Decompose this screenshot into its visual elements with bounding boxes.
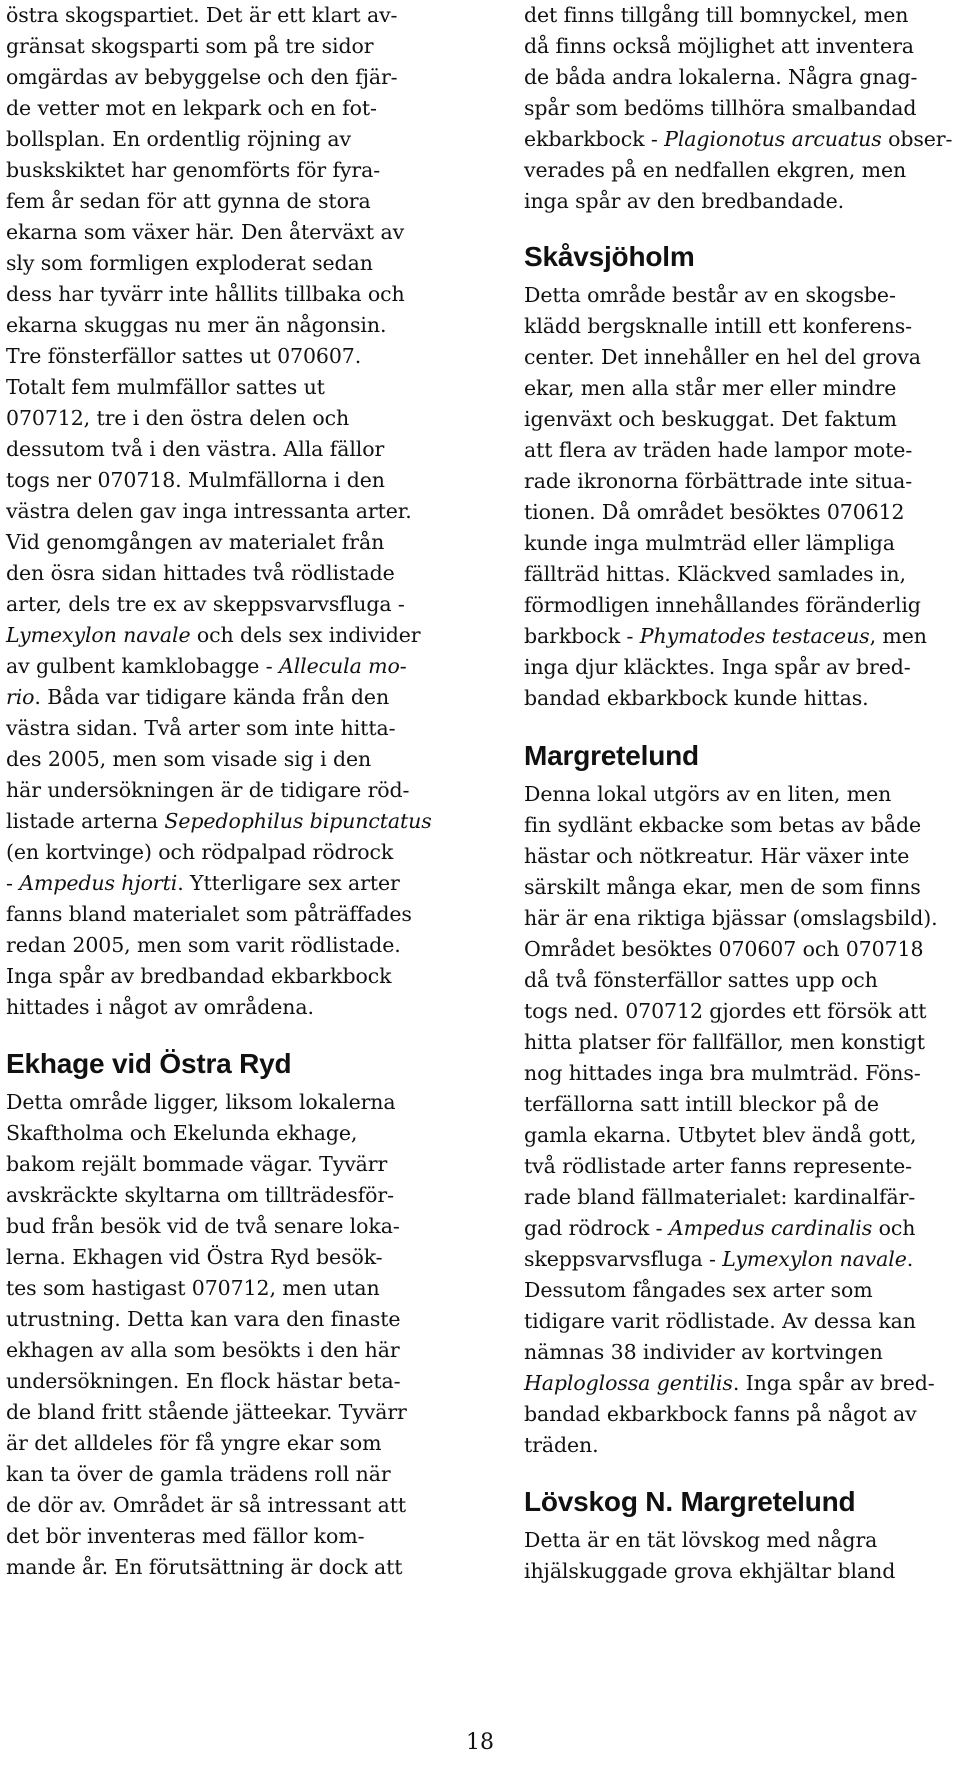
text-line: ekhagen av alla som besökts i den här bbox=[6, 1338, 400, 1362]
section-heading-margretelund: Margretelund bbox=[524, 740, 699, 771]
section-heading-ekhage: Ekhage vid Östra Ryd bbox=[6, 1048, 292, 1079]
text-line: de dör av. Området är så intressant att bbox=[6, 1493, 406, 1517]
paragraph-lovskog bbox=[524, 1525, 952, 1587]
text-line: center. Det innehåller en hel del grova bbox=[524, 345, 921, 369]
text-line: den ösra sidan hittades två rödlistade bbox=[6, 561, 395, 585]
text-line: Totalt fem mulmfällor sattes ut bbox=[6, 375, 325, 399]
text-line: utrustning. Detta kan vara den finaste bbox=[6, 1307, 401, 1331]
text-line: hitta platser för fallfällor, men konstigt bbox=[524, 1030, 925, 1054]
species-name: Lymexylon navale bbox=[722, 1247, 907, 1271]
text-line: de båda andra lokalerna. Några gnag- bbox=[524, 65, 918, 89]
text-fragment: . Ytterligare sex arter bbox=[177, 871, 400, 895]
text-line: hittades i något av områdena. bbox=[6, 995, 314, 1019]
text-line: buskskiktet har genomförts för fyra- bbox=[6, 158, 381, 182]
text-line: dessutom två i den västra. Alla fällor bbox=[6, 437, 385, 461]
text-fragment: gad rödrock - bbox=[524, 1216, 669, 1240]
species-name: Plagionotus arcuatus bbox=[664, 127, 882, 151]
text-line: inga djur kläcktes. Inga spår av bred- bbox=[524, 655, 911, 679]
text-line: tionen. Då området besöktes 070612 bbox=[524, 500, 905, 524]
text-fragment: . bbox=[906, 1247, 914, 1271]
text-line: västra sidan. Två arter som inte hitta- bbox=[6, 716, 396, 740]
text-line: Skaftholma och Ekelunda ekhage, bbox=[6, 1121, 358, 1145]
text-line: nämnas 38 individer av kortvingen bbox=[524, 1340, 883, 1364]
text-line: dess har tyvärr inte hållits tillbaka och bbox=[6, 282, 405, 306]
text-line: sly som formligen exploderat sedan bbox=[6, 251, 373, 275]
text-line: fem år sedan för att gynna de stora bbox=[6, 189, 371, 213]
text-fragment: . Inga spår av bred- bbox=[732, 1371, 935, 1395]
text-line bbox=[524, 621, 952, 652]
page-number: 18 bbox=[466, 1730, 494, 1755]
text-line: två rödlistade arter fanns represente- bbox=[524, 1154, 912, 1178]
text-line: kunde inga mulmträd eller lämpliga bbox=[524, 531, 895, 555]
text-line: västra delen gav inga intressanta arter. bbox=[6, 499, 412, 523]
text-line bbox=[6, 806, 436, 837]
text-line: Området besöktes 070607 och 070718 bbox=[524, 937, 924, 961]
text-line: då två fönsterfällor sattes upp och bbox=[524, 968, 878, 992]
text-line: Tre fönsterfällor sattes ut 070607. bbox=[6, 344, 362, 368]
text-line: togs ner 070718. Mulmfällorna i den bbox=[6, 468, 385, 492]
text-line: omgärdas av bebyggelse och den fjär- bbox=[6, 65, 398, 89]
left-column bbox=[6, 0, 436, 1583]
text-line: då finns också möjlighet att inventera bbox=[524, 34, 914, 58]
text-fragment: skeppsvarvsfluga - bbox=[524, 1247, 723, 1271]
text-line: ekarna skuggas nu mer än någonsin. bbox=[6, 313, 387, 337]
text-line: bandad ekbarkbock kunde hittas. bbox=[524, 686, 869, 710]
text-line: lerna. Ekhagen vid Östra Ryd besök- bbox=[6, 1245, 383, 1269]
text-fragment: - bbox=[6, 871, 20, 895]
text-line: hästar och nötkreatur. Här växer inte bbox=[524, 844, 910, 868]
text-line: spår som bedöms tillhöra smalbandad bbox=[524, 96, 917, 120]
text-line: bollsplan. En ordentlig röjning av bbox=[6, 127, 352, 151]
text-line bbox=[524, 1213, 952, 1244]
text-line: Detta är en tät lövskog med några bbox=[524, 1528, 878, 1552]
text-line: (en kortvinge) och rödpalpad rödrock bbox=[6, 840, 394, 864]
species-name: Lymexylon navale bbox=[6, 623, 191, 647]
section-heading-skavsjoholm: Skåvsjöholm bbox=[524, 241, 695, 272]
paragraph-margretelund bbox=[524, 779, 952, 1461]
text-fragment: , men bbox=[869, 624, 927, 648]
text-line: de vetter mot en lekpark och en fot- bbox=[6, 96, 377, 120]
paragraph-bomnyckel bbox=[524, 0, 952, 217]
text-fragment: obser- bbox=[881, 127, 953, 151]
text-line: Detta område ligger, liksom lokalerna bbox=[6, 1090, 396, 1114]
text-line: nog hittades inga bra mulmträd. Föns- bbox=[524, 1061, 921, 1085]
text-line: tes som hastigast 070712, men utan bbox=[6, 1276, 380, 1300]
paragraph-ekhage bbox=[6, 1087, 436, 1583]
text-line: rade ikronorna förbättrade inte situa- bbox=[524, 469, 913, 493]
text-line: ekarna som växer här. Den återväxt av bbox=[6, 220, 405, 244]
text-line bbox=[6, 682, 436, 713]
species-name: Haploglossa gentilis bbox=[524, 1371, 733, 1395]
text-line: gränsat skogsparti som på tre sidor bbox=[6, 34, 374, 58]
text-line: bakom rejält bommade vägar. Tyvärr bbox=[6, 1152, 388, 1176]
text-line: Inga spår av bredbandad ekbarkbock bbox=[6, 964, 392, 988]
text-line: bud från besök vid de två senare loka- bbox=[6, 1214, 400, 1238]
text-line: ihjälskuggade grova ekhjältar bland bbox=[524, 1559, 896, 1583]
text-line: det finns tillgång till bomnyckel, men bbox=[524, 3, 909, 27]
text-line: Dessutom fångades sex arter som bbox=[524, 1278, 873, 1302]
text-line: klädd bergsknalle intill ett konferens- bbox=[524, 314, 912, 338]
text-fragment: listade arterna bbox=[6, 809, 165, 833]
paragraph-ostra-skogspartiet bbox=[6, 0, 436, 1023]
text-line: bandad ekbarkbock fanns på något av bbox=[524, 1402, 917, 1426]
text-line: kan ta över de gamla trädens roll när bbox=[6, 1462, 391, 1486]
text-line: är det alldeles för få yngre ekar som bbox=[6, 1431, 382, 1455]
text-fragment: barkbock - bbox=[524, 624, 640, 648]
text-line bbox=[6, 620, 436, 651]
text-line: förmodligen innehållandes föränderlig bbox=[524, 593, 921, 617]
species-name: Phymatodes testaceus bbox=[639, 624, 870, 648]
text-line: Detta område består av en skogsbe- bbox=[524, 283, 896, 307]
text-line: Vid genomgången av materialet från bbox=[6, 530, 385, 554]
text-fragment: och bbox=[872, 1216, 916, 1240]
text-fragment: . Båda var tidigare kända från den bbox=[34, 685, 390, 709]
text-line bbox=[524, 124, 952, 155]
text-line: avskräckte skyltarna om tillträdesför- bbox=[6, 1183, 394, 1207]
text-line: östra skogspartiet. Det är ett klart av- bbox=[6, 3, 398, 27]
text-line bbox=[6, 868, 436, 899]
text-line: terfällorna satt intill bleckor på de bbox=[524, 1092, 879, 1116]
species-name: Ampedus hjorti bbox=[19, 871, 178, 895]
text-line: träden. bbox=[524, 1433, 599, 1457]
text-line: arter, dels tre ex av skeppsvarvsfluga - bbox=[6, 592, 405, 616]
text-line bbox=[524, 1244, 952, 1275]
text-line: tidigare varit rödlistade. Av dessa kan bbox=[524, 1309, 916, 1333]
text-line bbox=[6, 651, 436, 682]
text-line: redan 2005, men som varit rödlistade. bbox=[6, 933, 401, 957]
text-line: undersökningen. En flock hästar beta- bbox=[6, 1369, 401, 1393]
text-line: ekar, men alla står mer eller mindre bbox=[524, 376, 897, 400]
text-line: det bör inventeras med fällor kom- bbox=[6, 1524, 365, 1548]
text-line: des 2005, men som visade sig i den bbox=[6, 747, 372, 771]
text-line: inga spår av den bredbandade. bbox=[524, 189, 845, 213]
text-line: gamla ekarna. Utbytet blev ändå gott, bbox=[524, 1123, 917, 1147]
text-line: särskilt många ekar, men de som finns bbox=[524, 875, 921, 899]
text-fragment: av gulbent kamklobagge - bbox=[6, 654, 279, 678]
text-line: togs ned. 070712 gjordes ett försök att bbox=[524, 999, 927, 1023]
species-name: rio bbox=[6, 685, 35, 709]
right-column bbox=[524, 0, 952, 1587]
text-line: att flera av träden hade lampor mote- bbox=[524, 438, 913, 462]
text-line: här är ena riktiga bjässar (omslagsbild). bbox=[524, 906, 938, 930]
text-fragment: och dels sex individer bbox=[190, 623, 421, 647]
text-fragment: ekbarkbock - bbox=[524, 127, 665, 151]
species-name: Sepedophilus bipunctatus bbox=[164, 809, 432, 833]
text-line: Denna lokal utgörs av en liten, men bbox=[524, 782, 892, 806]
section-heading-lovskog: Lövskog N. Margretelund bbox=[524, 1486, 856, 1517]
text-line: igenväxt och beskuggat. Det faktum bbox=[524, 407, 897, 431]
text-line: de bland fritt stående jätteekar. Tyvärr bbox=[6, 1400, 407, 1424]
species-name: Ampedus cardinalis bbox=[668, 1216, 873, 1240]
paragraph-skavsjoholm bbox=[524, 280, 952, 714]
species-name: Allecula mo- bbox=[279, 654, 407, 678]
text-line: 070712, tre i den östra delen och bbox=[6, 406, 350, 430]
text-line: fanns bland materialet som påträffades bbox=[6, 902, 412, 926]
text-line bbox=[524, 1368, 952, 1399]
text-line: verades på en nedfallen ekgren, men bbox=[524, 158, 907, 182]
text-line: rade bland fällmaterialet: kardinalfär- bbox=[524, 1185, 916, 1209]
text-line: fällträd hittas. Kläckved samlades in, bbox=[524, 562, 906, 586]
text-line: här undersökningen är de tidigare röd- bbox=[6, 778, 410, 802]
text-line: mande år. En förutsättning är dock att bbox=[6, 1555, 403, 1579]
text-line: fin sydlänt ekbacke som betas av både bbox=[524, 813, 922, 837]
